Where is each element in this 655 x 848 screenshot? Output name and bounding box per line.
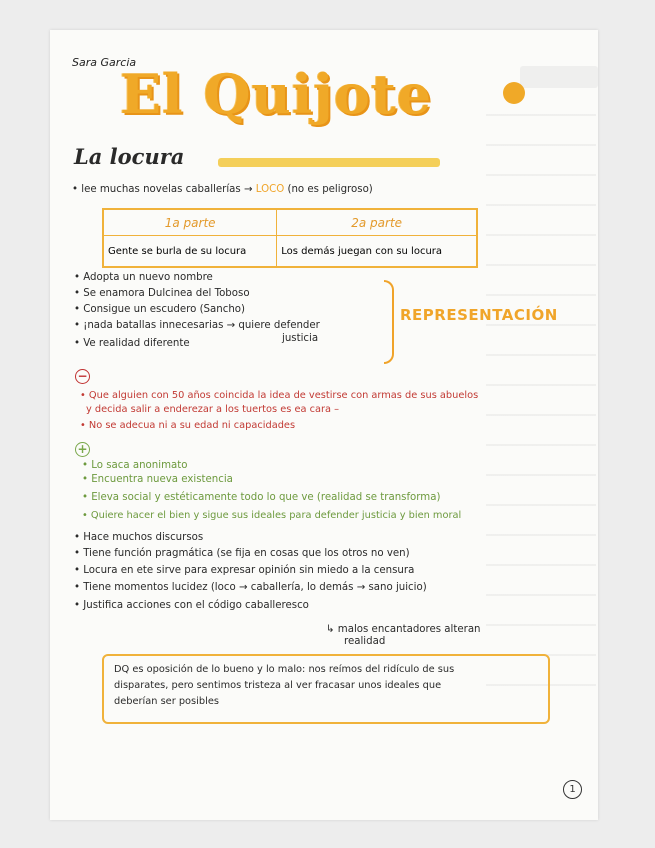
list-item: • Que alguien con 50 años coincida la idea de vestirse con armas de sus abuelos: [80, 390, 479, 401]
page-title: El Quijote: [120, 62, 433, 126]
list-item: • Ve realidad diferente: [74, 338, 190, 349]
list-item: justicia: [282, 333, 319, 344]
list-item: • ¡nada batallas innecesarias → quiere defender: [74, 320, 320, 331]
list-item: • Consigue un escudero (Sancho): [74, 304, 245, 315]
intro-text: • lee muchas novelas caballerías →: [72, 184, 253, 195]
table-header-cell: 1a parte: [103, 209, 277, 236]
title-dot-decoration: [503, 82, 525, 104]
list-item: • Adopta un nuevo nombre: [74, 272, 213, 283]
bleed-through-lines: [486, 100, 596, 700]
table-header-row: [103, 209, 477, 236]
plus-icon: +: [75, 442, 90, 457]
page-number: 1: [563, 780, 582, 799]
table-header-cell: 2a parte: [277, 209, 477, 236]
list-item: • Quiere hacer el bien y sigue sus ideales para defender justicia y bien moral: [82, 510, 462, 521]
list-item: • Hace muchos discursos: [74, 532, 204, 543]
list-item: • Locura en ete sirve para expresar opinión sin miedo a la censura: [74, 565, 415, 576]
list-item: • Justifica acciones con el código caballeresco: [74, 600, 309, 611]
list-item: ↳ malos encantadores alteran: [326, 624, 481, 635]
representation-label: REPRESENTACIÓN: [400, 306, 558, 324]
conclusion-box: [102, 654, 550, 724]
intro-highlight: LOCO: [255, 184, 285, 195]
minus-icon: −: [75, 369, 90, 384]
list-item: • Se enamora Dulcinea del Toboso: [74, 288, 250, 299]
notebook-page: [50, 30, 598, 820]
list-item: • No se adecua ni a su edad ni capacidades: [80, 420, 296, 431]
list-item: • Lo saca anonimato: [82, 460, 188, 471]
list-item: y decida salir a enderezar a los tuertos es ea cara –: [86, 404, 340, 415]
table-row: [103, 236, 477, 267]
intro-line: [72, 184, 373, 195]
bleed-through-decoration: [520, 66, 598, 88]
conclusion-line: deberían ser posibles: [114, 696, 219, 707]
section-underline: [218, 158, 440, 167]
table-cell: Los demás juegan con su locura: [277, 236, 477, 267]
list-item: realidad: [344, 636, 386, 647]
list-item: • Encuentra nueva existencia: [82, 474, 233, 485]
table-cell: Gente se burla de su locura: [103, 236, 277, 267]
author-name: Sara Garcia: [72, 56, 137, 69]
conclusion-line: DQ es oposición de lo bueno y lo malo: nos reímos del ridículo de sus: [114, 664, 455, 675]
conclusion-line: disparates, pero sentimos tristeza al ver fracasar unos ideales que: [114, 680, 442, 691]
list-item: • Tiene función pragmática (se fija en cosas que los otros no ven): [74, 548, 410, 559]
list-item: • Tiene momentos lucidez (loco → caballería, lo demás → sano juicio): [74, 582, 427, 593]
section-title: La locura: [74, 144, 185, 169]
list-item: • Eleva social y estéticamente todo lo que ve (realidad se transforma): [82, 492, 441, 503]
intro-note: (no es peligroso): [287, 184, 373, 195]
comparison-table: [102, 208, 478, 268]
representation-brace: [384, 280, 394, 364]
